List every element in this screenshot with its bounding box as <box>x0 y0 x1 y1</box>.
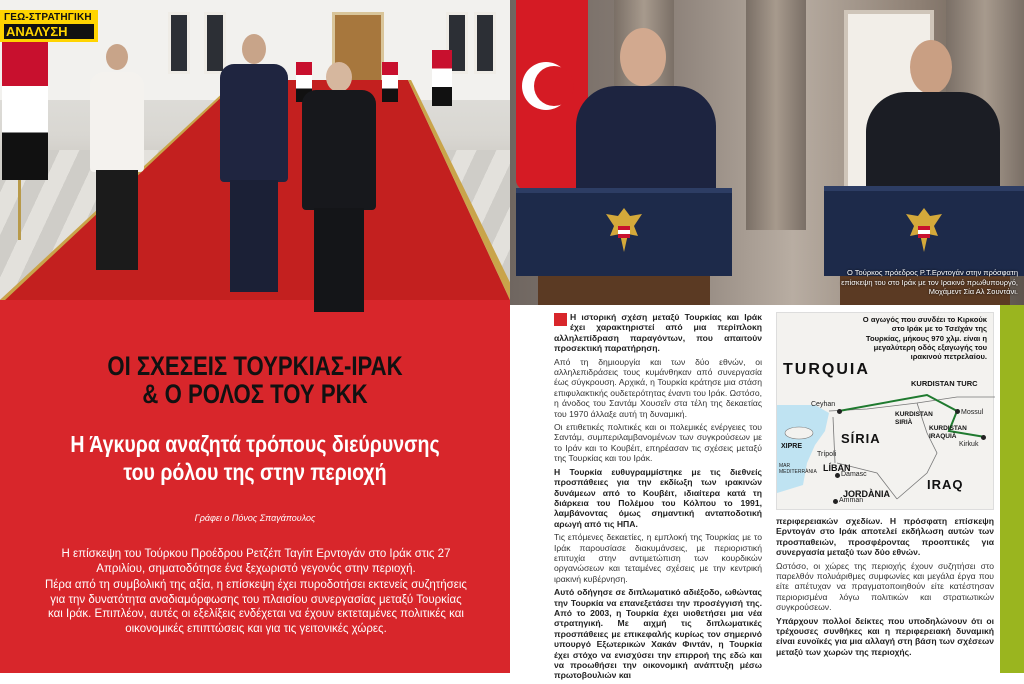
iraqi-flag-icon <box>432 50 452 106</box>
city-dot <box>955 409 960 414</box>
map-city-label: Trípoli <box>817 451 837 458</box>
subheadline-line-1: Η Άγκυρα αναζητά τρόπους διεύρυνσης <box>70 431 440 457</box>
iraqi-president-figure <box>296 62 382 312</box>
city-dot <box>835 473 840 478</box>
subheadline-line-2: του ρόλου της στην περιοχή <box>123 459 387 485</box>
map-country-label: XIPRE <box>781 443 803 450</box>
map-country-label: SÍRIA <box>841 431 881 446</box>
city-dot <box>837 409 842 414</box>
map-country-label: JORDÀNIA <box>843 489 891 499</box>
iraqi-flag-icon <box>382 62 398 102</box>
article-subheadline <box>38 430 472 486</box>
article-headline <box>46 352 464 408</box>
left-page <box>0 0 510 673</box>
palace-window <box>168 12 190 74</box>
photo-erdogan-palace-walk <box>0 0 510 300</box>
map-city-label: Amman <box>839 497 864 504</box>
article-paragraph: Οι επιθετικές πολιτικές και οι πολεμικές ενέργειες του Σαντάμ, συμπεριλαμβανομένων των συγκρούσεων με το Ιράν και το Κουβέιτ, επηρέασαν τις σχέσεις μεταξύ της Τουρκίας και του Ιράκ. <box>554 422 762 464</box>
article-paragraph: περιφερειακών σχεδίων. Η πρόσφατη επίσκεψη Ερντογάν στο Ιράκ αποτελεί εκδήλωση αυτών των προσπαθειών, προσφέροντας προοπτικές για συνεργασία μεταξύ των δύο εθνών. <box>776 516 994 558</box>
podium-base <box>538 276 710 305</box>
section-color-bar <box>1000 305 1024 673</box>
map-city-label: Damasc <box>841 471 867 478</box>
article-paragraph: Η ιστορική σχέση μεταξύ Τουρκίας και Ιράκ έχει χαρακτηριστεί από μια περίπλοκη αλληλεπίδραση παραγόντων, που απαιτούν προσεκτική παρατήρηση. <box>554 312 762 354</box>
erdogan-speaker <box>576 28 716 198</box>
headline-line-1: ΟΙ ΣΧΕΣΕΙΣ ΤΟΥΡΚΙΑΣ-ΙΡΑΚ <box>107 351 403 381</box>
curtain <box>746 0 806 230</box>
article-paragraph: Τις επόμενες δεκαετίες, η εμπλοκή της Τουρκίας με το Ιράκ παρουσίασε διακυμάνσεις, με περιοριστική επιτυχία στην αντιμετώπιση των κουρδικών οργανώσεων και τεταμένες σχέσεις με την κεντρική ιρακινή κυβέρνηση. <box>554 532 762 584</box>
city-dot <box>833 499 838 504</box>
article-column-left <box>554 312 762 684</box>
iraqi-eagle-emblem-icon <box>604 206 644 254</box>
intro-text <box>44 547 468 638</box>
map-city-label: Mossul <box>961 409 984 416</box>
map-region-label: KURDISTAN IRAQUIÀ <box>929 425 967 440</box>
map-country-label: TURQUIA <box>783 361 870 378</box>
intro-paragraph: Πέρα από τη συμβολική της αξία, η επίσκεψη έχει πυροδοτήσει εκτενείς συζητήσεις για την δυνατότητα αναδιαμόρφωσης του πλαισίου συνεργασίας μεταξύ Τουρκίας και Ιράκ. Επιπλέον, αυτές οι εξελίξεις ενδέχεται να έχουν εκτεταμένες πολιτικές και οικονομικές επιπτώσεις και για τις γειτονικές χώρες. <box>45 579 467 635</box>
article-paragraph: Η Τουρκία ευθυγραμμίστηκε με τις διεθνείς προσπάθειες για την εκδίωξη των ιρακινών δυνάμεων από το Κουβέιτ, ιδιαίτερα κατά τη διάρκεια του Πολέμου του Κόλπου το 1991, λαμβάνοντας όμως σημαντική ανταποδοτική αρωγή από τις ΗΠΑ. <box>554 466 762 529</box>
pipeline-map <box>776 312 994 510</box>
map-country-label: LÍBAN <box>823 463 851 473</box>
article-paragraph: Ωστόσο, οι χώρες της περιοχής έχουν συζητήσει στο παρελθόν πολυάριθμες συμφωνίες και μεγάλα έργα που είτε απέτυχαν να πραγματοποιηθούν είτε κατέστησαν περιορισμένα λόγω πολιτικών και στρατιωτικών συγκρούσεων. <box>776 560 994 613</box>
palace-window <box>474 12 496 74</box>
article-column-right <box>776 516 994 660</box>
map-region-label: KURDISTAN TURC <box>911 379 978 388</box>
map-city-label: Kirkuk <box>959 441 979 448</box>
article-paragraph: Αυτό οδήγησε σε διπλωματικό αδιέξοδο, ωθώντας την Τουρκία να επανεξετάσει την προσέγγισή της. Από το 2003, η Τουρκία έχει υιοθετήσει μια νέα στρατηγική. Με αιχμή τις διπλωματικές προσπάθειες με επικεφαλής κυρίως τον σημερινό υπουργό Εξωτερικών Χακάν Φιντάν, η Τουρκία έχει στόχο να ενισχύσει την επιρροή της εδώ και να προωθήσει την οικονομική ανάπτυξη μέσω πρωτοβουλιών και <box>554 587 762 681</box>
right-page <box>510 0 1024 681</box>
honour-guard <box>82 36 152 282</box>
headline-line-2: & Ο ΡΟΛΟΣ ΤΟΥ PKK <box>142 379 368 409</box>
city-dot <box>981 435 986 440</box>
cyprus-shape <box>785 427 813 439</box>
photo-press-conference <box>510 0 1024 305</box>
article-paragraph: Από τη δημιουργία και των δύο εθνών, οι αλληλεπιδράσεις τους κυμάνθηκαν από συνεργασία έως σύγκρουση. Αρχικά, η Τουρκία κράτησε μια στάση επιφυλακτικής ουδετερότητας έναντι του Ιράκ. Ωστόσο, η άνοδος του Σαντάμ Χουσεΐν στα τέλη της δεκαετίας του 1970 άλλαξε αυτή τη δυναμική. <box>554 356 763 419</box>
sudani-speaker <box>866 40 1000 200</box>
section-tag <box>0 10 98 42</box>
map-city-label: Ceyhan <box>811 401 836 408</box>
map-caption: Ο αγωγός που συνδέει το Κιρκούκ στο Ιράκ με το Τσεϊχάν της Τουρκίας, μήκους 970 χλμ. είναι η μεγαλύτερη οδός εξαγωγής του ιρακινού πετρελαίου. <box>862 315 987 362</box>
iraqi-flag-icon <box>2 40 48 180</box>
section-tag-title: ΑΝΑΛΥΣΗ <box>4 24 94 39</box>
erdogan-figure <box>214 34 294 296</box>
article-paragraph: Υπάρχουν πολλοί δείκτες που υποδηλώνουν ότι οι τρέχουσες συνθήκες και η περιφερειακή δυναμική είναι ευνοϊκές για μια αλλαγή στη βάση των σχέσεων μεταξύ των χωρών της περιοχής. <box>776 615 994 657</box>
map-region-label: KURDISTAN SIRIÀ <box>895 411 933 426</box>
section-tag-label: ΓΕΩ-ΣΤΡΑΤΗΓΙΚΗ <box>4 12 92 23</box>
intro-paragraph: Η επίσκεψη του Τούρκου Προέδρου Ρετζέπ Ταγίπ Ερντογάν στο Ιράκ στις 27 Απριλίου, σηματοδότησε ένα ξεχωριστό γεγονός στην περιοχή. <box>61 548 451 575</box>
photo-caption: Ο Τούρκος πρόεδρος Ρ.Τ.Ερντογάν στην πρόσφατη επίσκεψη του στο Ιράκ με τον Ιρακινό πρωθυπουργό, Μοχάμεντ Σία Αλ Σουντάνι. <box>841 268 1018 296</box>
map-country-label: IRAQ <box>927 477 964 492</box>
byline: Γράφει ο Πόνος Σπαγάπουλος <box>194 513 316 523</box>
dropcap <box>554 313 567 326</box>
map-sea-label: MAR MEDITERRÀNIA <box>779 463 817 475</box>
iraqi-eagle-emblem-icon <box>904 206 944 254</box>
